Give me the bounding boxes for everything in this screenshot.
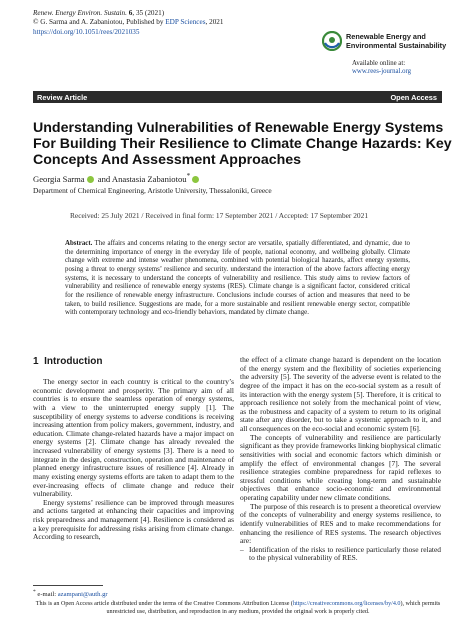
publisher-link[interactable]: EDP Sciences [165, 18, 206, 27]
paragraph: The energy sector in each country is critical to the country’s economic development and prosperity. The primary aim of all countries is to ensure the seamless operation of energy systems, with a view to the uninterrupted energy supply [1]. The susceptibility of energy systems to adverse conditions is receiving increasing attention from policy makers, government, industry, and education. Climate change-related hazards have a major impact on energy systems [2]. Climate change has already revealed the increased vulnerability of energy systems [3]. There is a need to integrate in the design, construction, operation and maintenance of planned energy infrastructure issues of resilience [4]. Already in many existing energy systems efforts are taken to adapt them to the ever-increasing effects of climate change and reduce their vulnerability. [33, 377, 234, 499]
footnote: * e-mail: azampani@auth.gr [33, 589, 108, 599]
authors: Georgia Sarma and Anastasia Zabaniotou* [33, 172, 201, 184]
received-dates: Received: 25 July 2021 / Received in final form: 17 September 2021 / Accepted: 17 September 2021 [70, 211, 369, 220]
list-item: – Identification of the risks to resilience particularly those related to the physical vulnerability of RES. [240, 546, 441, 563]
availability: Available online at: www.rees-journal.org [352, 60, 412, 75]
email-link[interactable]: azampani@auth.gr [57, 591, 108, 599]
brand-line-1: Renewable Energy and [346, 32, 426, 41]
paragraph: Energy systems’ resilience can be improved through measures and actions targeted at enhancing their capacities and improving risk preparedness and management [4]. Resilience is considered as a key prerequisite for addressing risks arising from climate change. According to research, [33, 497, 234, 542]
open-access-label: Open Access [390, 92, 437, 102]
orcid-icon[interactable] [192, 176, 199, 183]
section-heading: 1 Introduction [33, 356, 103, 367]
author-1: Georgia Sarma [33, 173, 85, 184]
body-column-right [240, 356, 441, 563]
journal-site-link[interactable]: www.rees-journal.org [352, 68, 412, 75]
journal-header [33, 9, 223, 37]
citation-line: Renew. Energy Environ. Sustain. 6, 35 (2021) [33, 9, 165, 17]
brand-line-2: Environmental Sustainability [346, 40, 447, 50]
abstract: Abstract. The affairs and concerns relating to the energy sector are versatile, spatially differentiated, and dynamic, due to the determining importance of energy in the everyday life of people, national economy, and wellbeing globally. Climate change with extreme and intense weather phenomena, combined with potential biological hazards, affect energy systems, posing a threat to energy systems’ resilience and security. understand the interaction of the above factors affecting energy systems, it is necessary to understand the concepts of vulnerability and resilience. This study aims to review factors of vulnerability and resilience of renewable energy systems (RES). Climate change is a significant factor, considered critical for the resilience of renewable energy infrastructure. Conclusions include courses of action and measures that need to be taken, to build resilience. Suggestions are made, for a more sustainable and resilient renewable energy sector, compatible with contemporary technology and eco-friendly behaviors, mandated by climate change. [65, 240, 410, 317]
author-2: Anastasia Zabaniotou [111, 173, 187, 184]
body-column-left [33, 378, 234, 542]
footnote-rule [33, 585, 103, 586]
article-type-label: Review Article [37, 92, 88, 102]
paragraph: the effect of a climate change hazard is dependent on the location of the energy system and the flexibility of societies experiencing the adversity [5]. The severity of the adverse event is related to the degree of the impact it has on the eco-social system as a result of its interaction with the energy system [5]. Therefore, it is critical to approach resilience not solely from the mechanical point of view, as the robustness and capacity of a system to return to its original state after any disorder, but to take a systemic approach to it, and all consequences on the eco-social and economic system [6]. [240, 355, 441, 433]
paragraph: The purpose of this research is to present a theoretical overview of the concepts of vulnerability and energy systems resilience, to identify vulnerabilities of RES and to make recommendations for enhancing the resilience of RES systems. The research objectives are: [240, 501, 441, 546]
orcid-icon[interactable] [87, 176, 94, 183]
license-statement: This is an Open Access article distributed under the terms of the Creative Commons Attribution License (https://creativecommons.org/licenses/by/4.0), which permits unrestricted use, distribution, and reproduction in any medium, provided the original work is properly cited. [35, 601, 441, 615]
affiliation: Department of Chemical Engineering, Aristotle University, Thessaloniki, Greece [33, 186, 272, 195]
article-type-bar [33, 91, 442, 103]
doi-link[interactable]: https://doi.org/10.1051/rees/2021035 [33, 27, 140, 36]
paragraph: The concepts of vulnerability and resilience are particularly significant as they provide frameworks linking biophysical climatic sensitivities with social and economic factors which diminish or amplify the effect of environmental changes [7]. The several resilience strategies combine preparedness for rapid reflexes to stressful conditions while creating long-term and sustainable objectives that enhance socio-economic and environmental operating capability under new climate conditions. [240, 432, 441, 502]
article-title: Understanding Vulnerabilities of Renewable Energy Systems For Building Their Resilience to Climate Change Hazards: Key Concepts And Assessment Approaches [33, 120, 452, 169]
rees-logo-icon [322, 31, 342, 51]
copyright-line: © G. Sarma and A. Zabaniotou, Published by EDP Sciences, 2021 [33, 18, 224, 27]
license-link[interactable]: https://creativecommons.org/licenses/by/4.0 [292, 601, 401, 607]
